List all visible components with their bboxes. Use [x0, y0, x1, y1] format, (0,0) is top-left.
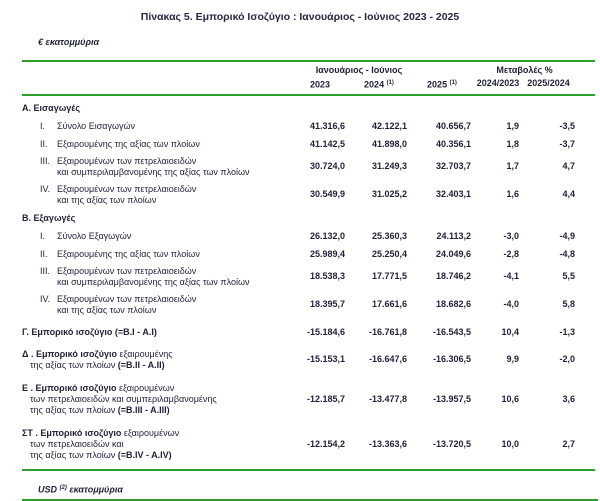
value-2023: 18.395,7 [292, 299, 348, 310]
row-label-line: Εξαιρουμένων των πετρελαιοειδών [57, 184, 292, 195]
row-label [22, 349, 292, 371]
row-label [22, 266, 292, 288]
value-change-2025-2024: -3,5 [522, 121, 595, 132]
value-change-2024-2023: 10,6 [474, 394, 522, 405]
value-2023: -12.185,7 [292, 394, 348, 405]
trade-balance-table [22, 60, 595, 501]
value-2025: 32.403,1 [410, 189, 474, 200]
value-change-2024-2023: 1,7 [474, 161, 522, 172]
value-change-2025-2024: 5,5 [522, 271, 595, 282]
value-2024: 31.249,3 [348, 161, 410, 172]
total-label-regular: της αξίας των πλοίων [30, 405, 118, 415]
row-label-line: Σύνολο Εξαγωγών [57, 231, 292, 242]
header-year-row [22, 78, 595, 91]
value-change-2025-2024: 3,6 [522, 394, 595, 405]
table-row [22, 121, 595, 132]
value-2025: 18.746,2 [410, 271, 474, 282]
total-label-regular: της αξίας των πλοίων [30, 360, 118, 370]
total-row-trade-balance [22, 327, 595, 338]
value-change-2025-2024: -1,3 [522, 327, 595, 338]
value-change-2024-2023: -4,0 [474, 299, 522, 310]
table-row [22, 139, 595, 150]
value-2024: 25.360,3 [348, 231, 410, 242]
table-row [22, 156, 595, 178]
col-header-2023 [292, 78, 348, 91]
unit-label-usd [38, 483, 595, 496]
value-2023: -15.184,6 [292, 327, 348, 338]
col-header-2024 [348, 78, 410, 91]
row-label-line: Εξαιρουμένων των πετρελαιοειδών [57, 294, 292, 305]
table-row [22, 249, 595, 260]
row-numeral: IV. [40, 294, 57, 316]
footnote-sup: (1) [450, 80, 457, 86]
usd-label: USD [38, 485, 57, 495]
table-bottom-rule [22, 469, 595, 472]
total-label-regular: των πετρελαιοειδών και συμπεριλαμβανομένης [30, 394, 217, 404]
value-2025: 32.703,7 [410, 161, 474, 172]
total-label-bold: Ε . Εμπορικό ισοζύγιο [22, 383, 116, 393]
footnote-sup: (1) [387, 80, 394, 86]
document-page [0, 12, 600, 495]
col-header-2024-2023 [474, 78, 522, 91]
total-label-bold: ΣΤ . Εμπορικό ισοζύγιο [22, 428, 121, 438]
row-numeral: II. [40, 249, 57, 260]
table-title: Πίνακας 5. Εμπορικό Ισοζύγιο : Ιανουάριος - Ιούνιος 2023 - 2025 [0, 12, 600, 23]
table-row [22, 266, 595, 288]
row-label [22, 383, 292, 416]
col-header-2025 [410, 78, 474, 91]
total-row-excl-oil-excl-ships [22, 428, 595, 461]
period-group-header: Ιανουάριος - Ιούνιος [268, 65, 450, 76]
total-label-bold: Γ. Εμπορικό ισοζύγιο (=B.I - A.I) [22, 327, 157, 337]
total-label-regular: των πετρελαιοειδών και [30, 439, 124, 449]
value-2024: 41.898,0 [348, 139, 410, 150]
value-2023: 30.549,9 [292, 189, 348, 200]
total-row-excl-oil-incl-ships [22, 383, 595, 416]
row-label [22, 156, 292, 178]
value-change-2025-2024: 4,4 [522, 189, 595, 200]
row-label [22, 184, 292, 206]
value-change-2025-2024: 4,7 [522, 161, 595, 172]
value-change-2025-2024: 5,8 [522, 299, 595, 310]
value-2023: 41.142,5 [292, 139, 348, 150]
row-label-line: Σύνολο Εισαγωγών [57, 121, 292, 132]
value-2024: -16.761,8 [348, 327, 410, 338]
col-header-label: 2024 [364, 80, 384, 90]
row-numeral: III. [40, 156, 57, 178]
value-2024: 31.025,2 [348, 189, 410, 200]
value-change-2024-2023: -2,8 [474, 249, 522, 260]
value-2025: -13.957,5 [410, 394, 474, 405]
row-label-line: και της αξίας των πλοίων [57, 195, 292, 206]
value-change-2024-2023: 10,0 [474, 439, 522, 450]
table-row [22, 184, 595, 206]
col-header-label: 2025/2024 [527, 78, 570, 88]
row-label [22, 249, 292, 260]
row-label [22, 231, 292, 242]
value-2025: 40.656,7 [410, 121, 474, 132]
col-header-label: 2025 [427, 80, 447, 90]
value-change-2024-2023: -3,0 [474, 231, 522, 242]
row-numeral: II. [40, 139, 57, 150]
total-label-formula: (=B.IV - A.IV) [118, 450, 172, 460]
value-change-2025-2024: 2,7 [522, 439, 595, 450]
row-numeral: I. [40, 121, 57, 132]
value-2023: -12.154,2 [292, 439, 348, 450]
row-label-line: Εξαιρουμένων των πετρελαιοειδών [57, 156, 292, 167]
table-row [22, 231, 595, 242]
value-2025: -16.306,5 [410, 354, 474, 365]
total-label-bold: Δ . Εμπορικό ισοζύγιο [22, 349, 117, 359]
value-2025: 18.682,6 [410, 299, 474, 310]
row-label-line: Εξαιρουμένης της αξίας των πλοίων [57, 139, 292, 150]
total-label-regular: της αξίας των πλοίων [30, 450, 118, 460]
row-label-line: και συμπεριλαμβανομένης της αξίας των πλοίων [57, 167, 292, 178]
value-2023: 18.538,3 [292, 271, 348, 282]
header-spacer [22, 65, 292, 76]
value-2023: 30.724,0 [292, 161, 348, 172]
footnote-sup: (2) [60, 485, 67, 491]
value-2023: 41.316,6 [292, 121, 348, 132]
value-2025: -16.543,5 [410, 327, 474, 338]
table-header [22, 60, 595, 96]
value-change-2025-2024: -3,7 [522, 139, 595, 150]
unit-label-euro: € εκατομμύρια [38, 37, 600, 48]
value-change-2024-2023: 1,9 [474, 121, 522, 132]
row-label-line: και της αξίας των πλοίων [57, 305, 292, 316]
total-label-formula: (=B.III - A.III) [118, 405, 170, 415]
value-change-2025-2024: -2,0 [522, 354, 595, 365]
value-2024: -13.477,8 [348, 394, 410, 405]
value-2024: 25.250,4 [348, 249, 410, 260]
value-2023: 25.989,4 [292, 249, 348, 260]
value-2024: 42.122,1 [348, 121, 410, 132]
total-label-regular: εξαιρουμένης [117, 349, 173, 359]
row-numeral: III. [40, 266, 57, 288]
total-label-regular: εξαιρουμένων [121, 428, 179, 438]
row-numeral: I. [40, 231, 57, 242]
changes-group-header: Μεταβολές % [474, 65, 595, 76]
table-row [22, 294, 595, 316]
header-spacer [22, 78, 292, 91]
row-label [22, 327, 292, 338]
row-label [22, 139, 292, 150]
col-header-label: 2024/2023 [477, 78, 520, 88]
usd-unit-label: εκατομμύρια [67, 485, 123, 495]
value-change-2025-2024: -4,9 [522, 231, 595, 242]
row-label-line: Εξαιρουμένης της αξίας των πλοίων [57, 249, 292, 260]
value-2025: 24.113,2 [410, 231, 474, 242]
row-label [22, 428, 292, 461]
col-header-2025-2024 [522, 78, 595, 91]
row-label [22, 121, 292, 132]
section-title-exports: Β. Εξαγωγές [22, 213, 595, 224]
value-change-2024-2023: -4,1 [474, 271, 522, 282]
value-2025: -13.720,5 [410, 439, 474, 450]
value-2025: 40.356,1 [410, 139, 474, 150]
value-2024: 17.661,6 [348, 299, 410, 310]
value-2025: 24.049,6 [410, 249, 474, 260]
value-change-2024-2023: 10,4 [474, 327, 522, 338]
row-label-line: και συμπεριλαμβανομένης της αξίας των πλοίων [57, 277, 292, 288]
value-2023: 26.132,0 [292, 231, 348, 242]
total-label-regular: εξαιρουμένων [116, 383, 174, 393]
value-2024: -13.363,6 [348, 439, 410, 450]
value-change-2024-2023: 1,8 [474, 139, 522, 150]
total-label-formula: (=B.II - A.II) [118, 360, 165, 370]
value-change-2024-2023: 9,9 [474, 354, 522, 365]
row-label [22, 294, 292, 316]
value-2023: -15.153,1 [292, 354, 348, 365]
row-label-line: Εξαιρουμένων των πετρελαιοειδών [57, 266, 292, 277]
value-2024: -16.647,6 [348, 354, 410, 365]
value-2024: 17.771,5 [348, 271, 410, 282]
section-title-imports: Α. Εισαγωγές [22, 103, 595, 114]
row-numeral: IV. [40, 184, 57, 206]
value-change-2024-2023: 1,6 [474, 189, 522, 200]
header-group-row [22, 65, 595, 76]
total-row-excl-ships [22, 349, 595, 371]
col-header-label: 2023 [310, 80, 330, 90]
value-change-2025-2024: -4,8 [522, 249, 595, 260]
